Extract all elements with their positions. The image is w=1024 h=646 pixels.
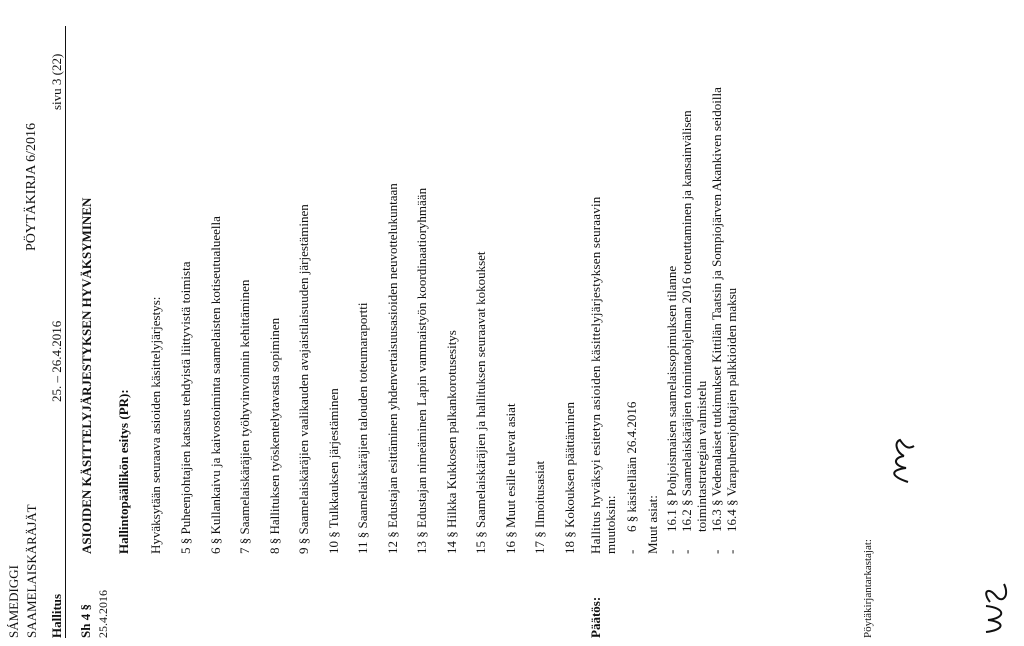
decision-label: Päätös:	[588, 596, 603, 638]
agenda-item: 14 § Hilkka Kukkosen palkankorotusesitys	[443, 330, 459, 554]
signature-initials-2	[976, 580, 1016, 636]
agenda-item: 16 § Muut esille tulevat asiat	[502, 403, 518, 554]
agenda-item: 13 § Edustajan nimeäminen Lapin vammaistyön koordinaatioryhmään	[414, 187, 429, 554]
body-name: Hallitus	[49, 593, 64, 638]
signature-initials-1	[884, 434, 920, 486]
other-item: - 16.2 § Saamelaiskäräjien toimintaohjelman 2016 toteuttaminen ja kansainvälisen toimintastrategian valmistelu	[679, 14, 709, 554]
minutes-checkers-label: Pöytäkirjantarkastajat:	[862, 539, 874, 638]
agenda-item: 10 § Tulkkauksen järjestäminen	[325, 388, 341, 554]
decision-text-line2: muutoksin:	[603, 495, 618, 554]
agenda-item: 7 § Saamelaiskäräjien työhyvinvoinnin kehittäminen	[237, 279, 252, 554]
meeting-dates: 25. – 26.4.2016	[49, 320, 64, 402]
org-name-finnish: SAAMELAISKÄRÄJÄT	[24, 504, 39, 638]
item-title: ASIOIDEN KÄSITTELYJÄRJESTYKSEN HYVÄKSYMINEN	[79, 197, 94, 554]
agenda-item: 17 § Ilmoitusasiat	[532, 460, 547, 554]
decision-changes	[624, 14, 639, 554]
org-name-sami: SÁMEDIGGI	[6, 565, 21, 638]
item-number: Sh 4 §	[78, 604, 93, 638]
proposal-heading: Hallintopäällikön esitys (PR):	[116, 389, 131, 554]
other-matters-heading: Muut asiat:	[645, 495, 660, 554]
proposal-intro: Hyväksytään seuraava asioiden käsittelyjärjestys:	[148, 296, 163, 554]
agenda-item: 18 § Kokouksen päättäminen	[561, 402, 577, 554]
page-number: sivu 3 (22)	[49, 53, 64, 110]
change-item: - 6 § käsitellään 26.4.2016	[624, 14, 639, 554]
agenda-list	[178, 14, 591, 554]
document-title: PÖYTÄKIRJA 6/2016	[24, 123, 39, 251]
agenda-item: 12 § Edustajan esittäminen yhdenvertaisuusasioiden neuvottelukuntaan	[384, 183, 400, 554]
agenda-item: 8 § Hallituksen työskentelytavasta sopiminen	[266, 317, 282, 554]
agenda-item: 11 § Saamelaiskäräjien talouden toteumaraportti	[355, 302, 370, 554]
agenda-item: 9 § Saamelaiskäräjien vaalikauden avajaistilaisuuden järjestäminen	[296, 204, 311, 554]
decision-text-line1: Hallitus hyväksyi esitetyn asioiden käsittelyjärjestyksen seuraavin	[588, 196, 603, 554]
other-item: - 16.1 § Pohjoismaisen saamelaissopimuksen tilanne	[664, 14, 679, 554]
other-item: - 16.4 § Varapuheenjohtajien palkkioiden maksu	[724, 14, 739, 554]
agenda-item: 6 § Kullankaivu ja kaivostoiminta saamelaisten kotiseutualueella	[207, 216, 223, 554]
item-date: 25.4.2016	[96, 590, 110, 638]
agenda-item: 5 § Puheenjohtajien katsaus tehdyistä liittyvistä toimista	[178, 261, 193, 554]
other-item: - 16.3 § Vedenalaiset tutkimukset Kittilän Taatsin ja Sompiojärven Akankiven seidoilla	[709, 14, 724, 554]
other-matters-list	[664, 14, 739, 554]
header-rule	[65, 26, 66, 638]
agenda-item: 15 § Saamelaiskäräjien ja hallituksen seuraavat kokoukset	[473, 251, 488, 554]
